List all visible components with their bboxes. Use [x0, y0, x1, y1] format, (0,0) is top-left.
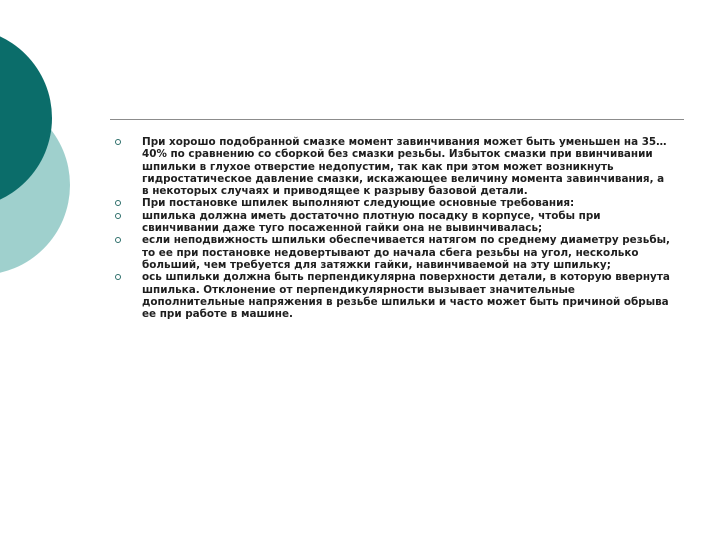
hollow-circle-bullet-icon	[115, 213, 121, 219]
title-divider-line	[110, 119, 684, 120]
list-item	[112, 271, 672, 320]
list-item-text: При постановке шпилек выполняют следующие основные требования:	[142, 197, 575, 210]
list-item	[112, 210, 672, 235]
bullet-list	[112, 136, 672, 320]
list-item-text: ось шпильки должна быть перпендикулярна поверхности детали, в которую ввернута шпилька. Отклонение от перпендикулярности вызывает значительные дополнительные напряжения в резьбе шпильки и часто может быть причиной обрыва ее при работе в машине.	[142, 271, 670, 321]
hollow-circle-bullet-icon	[115, 237, 121, 243]
list-item	[112, 234, 672, 271]
hollow-circle-bullet-icon	[115, 274, 121, 280]
hollow-circle-bullet-icon	[115, 139, 121, 145]
list-item-text: если неподвижность шпильки обеспечивается натягом по среднему диаметру резьбы, то ее при постановке недовертывают до начала сбега резьбы на угол, несколько больший, чем требуется для затяжки гайки, навинчиваемой на эту шпильку;	[142, 234, 670, 271]
decorative-teal-circles	[0, 0, 120, 300]
list-item	[112, 197, 672, 209]
list-item-text: При хорошо подобранной смазке момент завинчивания может быть уменьшен на 35…40% по сравнению со сборкой без смазки резьбы. Избыток смазки при ввинчивании шпильки в глухое отверстие недопустим, так как при этом может возникнуть гидростатическое давление смазки, искажающее величину момента завинчивания, а в некоторых случаях и приводящее к разрыву базовой детали.	[142, 136, 667, 198]
list-item	[112, 136, 672, 197]
list-item-text: шпилька должна иметь достаточно плотную посадку в корпусе, чтобы при свинчивании даже туго посаженной гайки она не вывинчивалась;	[142, 209, 601, 235]
hollow-circle-bullet-icon	[115, 200, 121, 206]
